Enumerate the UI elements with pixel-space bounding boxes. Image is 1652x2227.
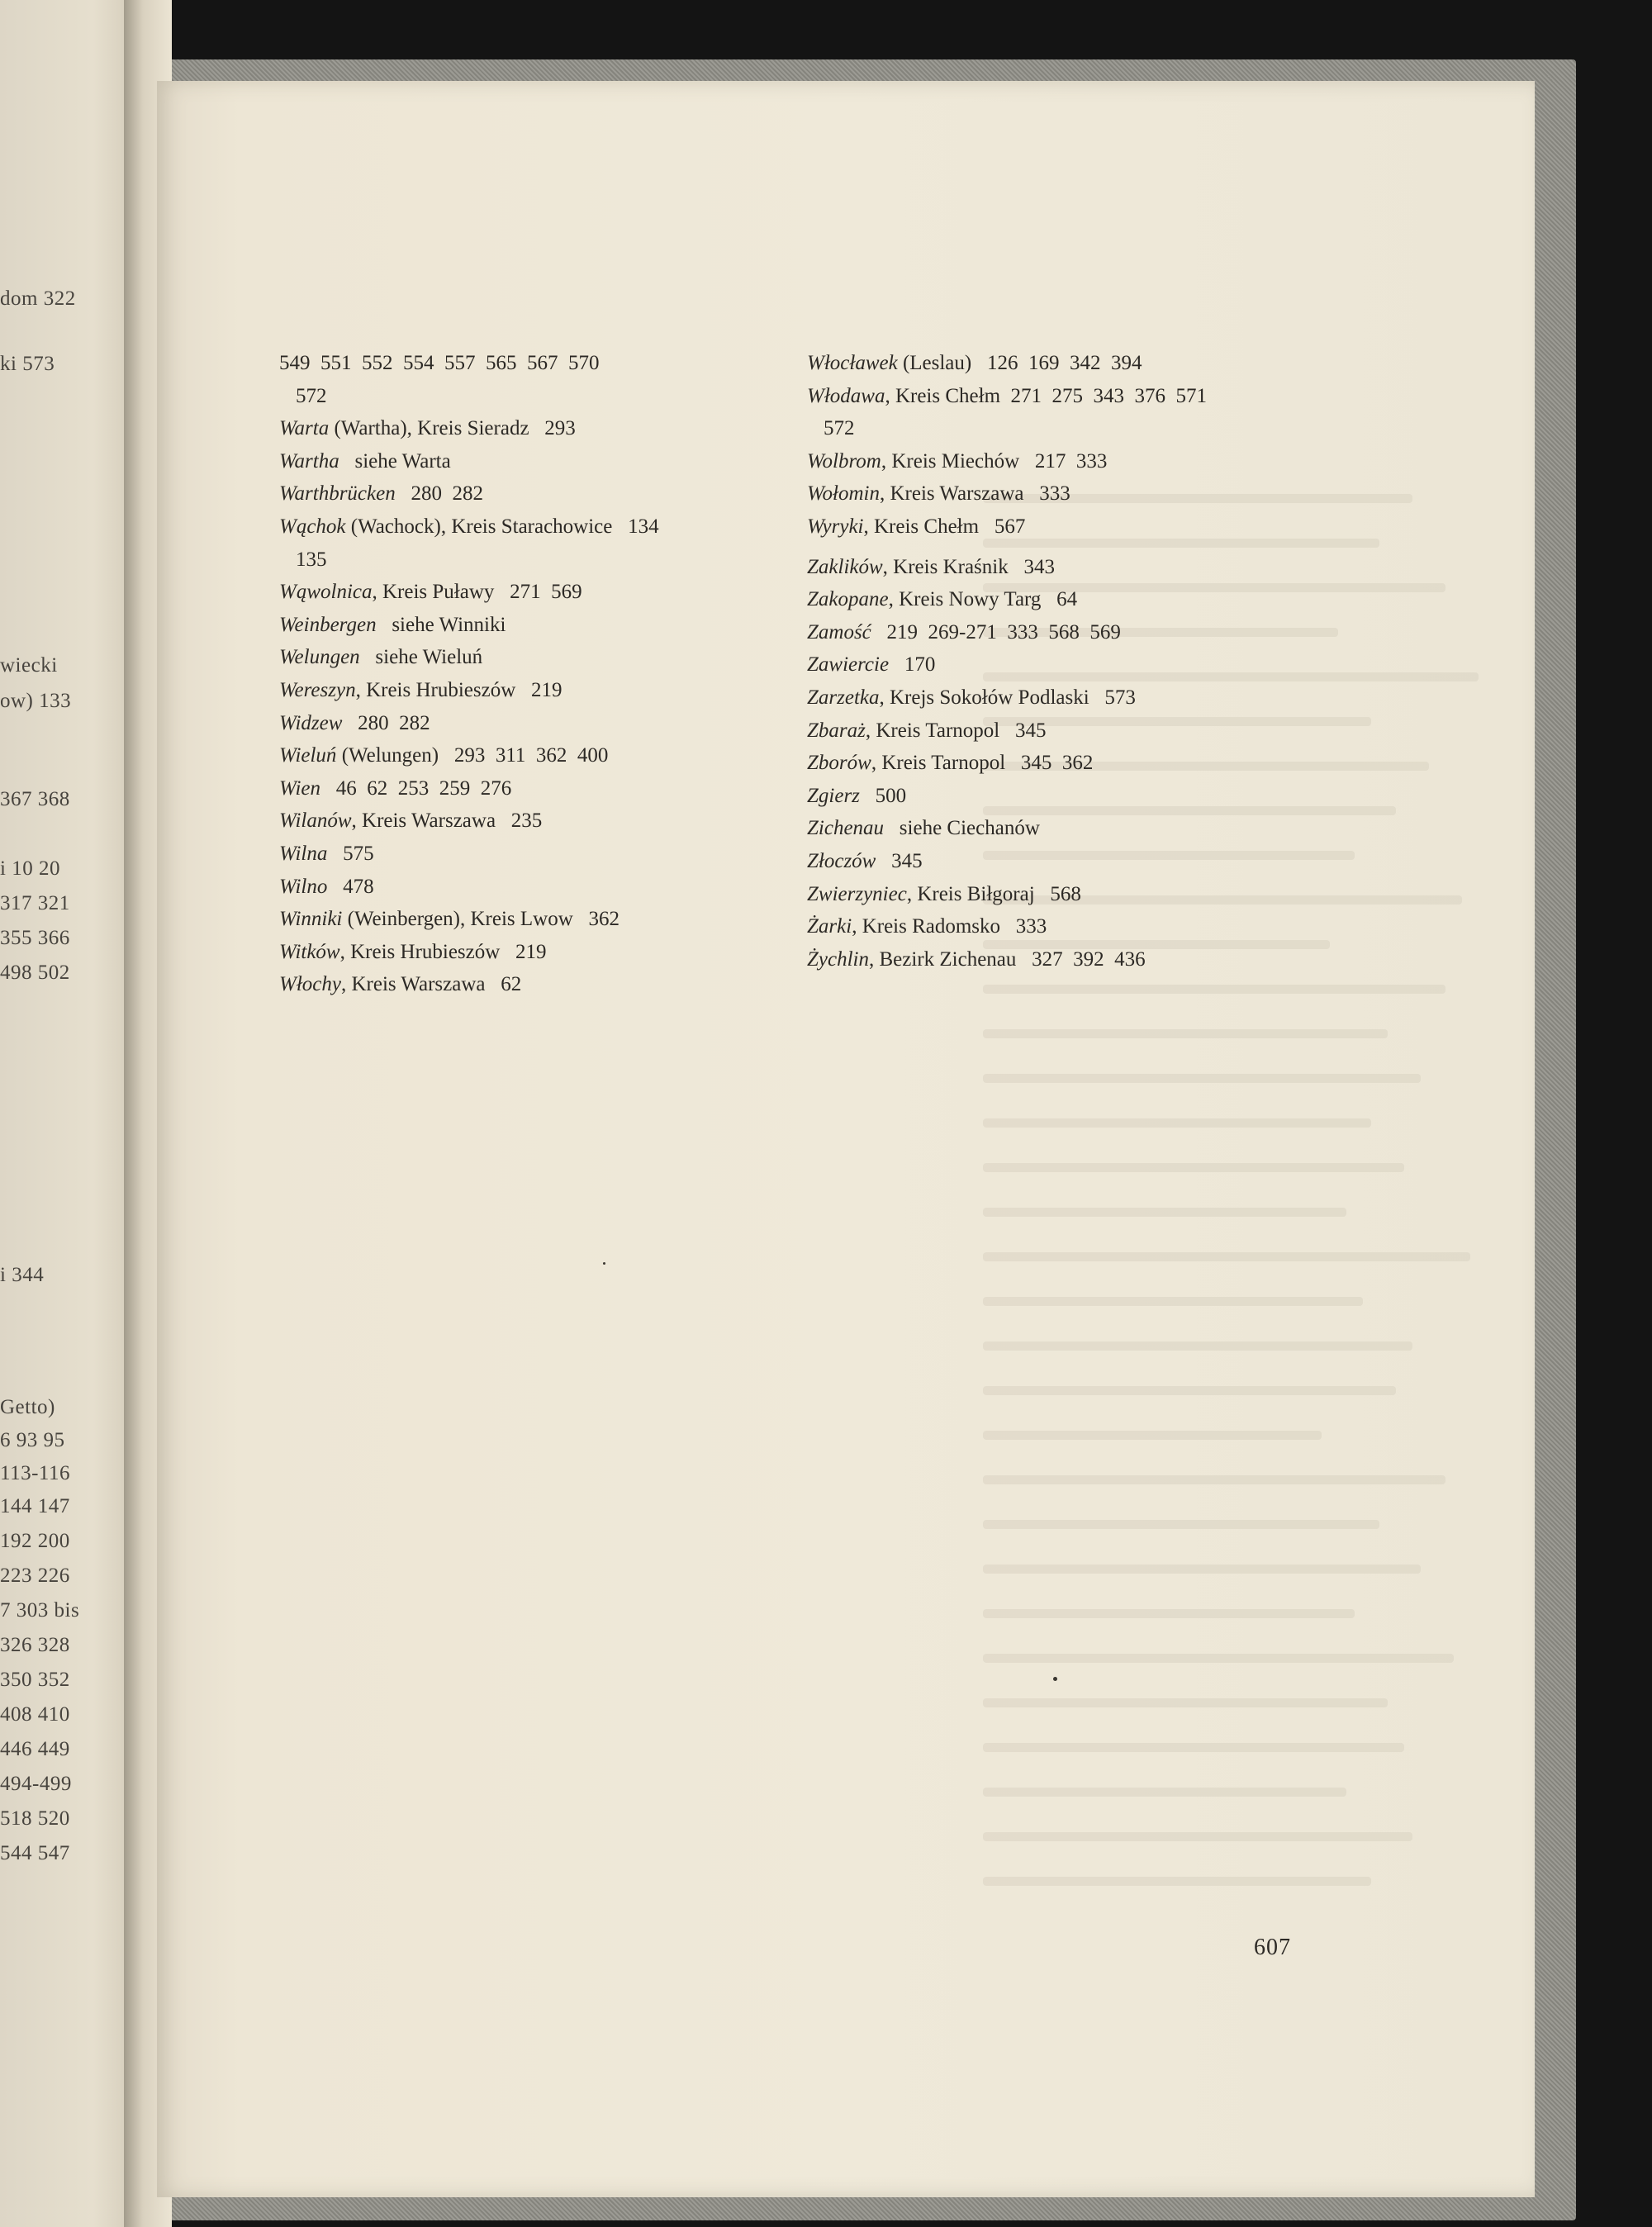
- show-through-line: [983, 1029, 1388, 1038]
- entry-detail: 549 551 552 554 557 565 567 570: [279, 352, 600, 374]
- index-entry: [279, 477, 775, 510]
- index-entry: [279, 903, 775, 936]
- margin-fragment: ki 573: [0, 353, 55, 375]
- index-entry: [279, 347, 775, 380]
- entry-detail: (Wartha), Kreis Sieradz 293: [329, 417, 576, 440]
- entry-detail: , Kreis Warszawa 62: [340, 973, 522, 996]
- place-name: Zgierz: [807, 784, 860, 807]
- entry-detail: 572: [824, 417, 855, 440]
- index-entry: [807, 445, 1303, 478]
- paper-speck: [603, 1262, 605, 1265]
- place-name: Włocławek: [807, 352, 898, 374]
- place-name: Żarki: [807, 915, 852, 938]
- page-number: 607: [1254, 1935, 1291, 1960]
- place-name: Wołomin: [807, 482, 880, 506]
- place-name: Widzew: [279, 711, 343, 734]
- margin-fragment: 518 520: [0, 1807, 70, 1830]
- place-name: Winniki: [279, 908, 343, 931]
- place-name: Zawiercie: [807, 653, 890, 677]
- entry-detail: , Kreis Warszawa 333: [879, 482, 1070, 506]
- show-through-line: [983, 1118, 1371, 1128]
- entry-detail: 135: [296, 548, 327, 571]
- place-name: Włochy: [279, 973, 341, 996]
- entry-detail: (Weinbergen), Kreis Lwow 362: [342, 908, 620, 931]
- margin-fragment: 350 352: [0, 1669, 70, 1691]
- show-through-line: [983, 1297, 1363, 1306]
- entry-detail: 500: [859, 784, 907, 807]
- place-name: Złoczów: [807, 849, 876, 872]
- margin-fragment: 113-116: [0, 1462, 70, 1484]
- show-through-line: [983, 1341, 1412, 1351]
- margin-fragment: 317 321: [0, 892, 70, 914]
- index-entry: [807, 681, 1303, 715]
- entry-detail: 575: [327, 842, 374, 865]
- show-through-line: [983, 1431, 1322, 1440]
- place-name: Wereszyn: [279, 678, 356, 701]
- index-entry: [279, 739, 775, 772]
- entry-detail: , Kreis Tarnopol 345: [865, 719, 1047, 742]
- index-entry: [807, 616, 1303, 649]
- entry-detail: 46 62 253 259 276: [320, 776, 512, 800]
- index-entry: [279, 772, 775, 805]
- show-through-line: [983, 1074, 1421, 1083]
- index-entry: [807, 715, 1303, 748]
- show-through-line: [983, 1788, 1346, 1797]
- index-entry: [807, 812, 1303, 845]
- index-entry: [807, 477, 1303, 510]
- index-entry: [807, 380, 1303, 413]
- place-name: Warthbrücken: [279, 482, 396, 506]
- index-entry: [279, 838, 775, 871]
- entry-detail: 345: [876, 849, 923, 872]
- margin-fragment: wiecki: [0, 654, 58, 677]
- index-entry: [279, 641, 775, 674]
- entry-detail: , Kreis Miechów 217 333: [881, 449, 1108, 472]
- show-through-line: [983, 1654, 1454, 1663]
- index-entry: [807, 510, 1303, 544]
- index-entry: [279, 576, 775, 609]
- index-entry: [279, 510, 775, 544]
- show-through-line: [983, 1832, 1412, 1841]
- entry-detail: , Kreis Kraśnik 343: [882, 555, 1055, 578]
- margin-fragment: 446 449: [0, 1738, 70, 1760]
- place-name: Welungen: [279, 646, 360, 669]
- entry-detail: , Bezirk Zichenau 327 392 436: [869, 947, 1146, 971]
- entry-detail: 170: [889, 653, 936, 677]
- index-column-left: [279, 347, 775, 1001]
- place-name: Wien: [279, 776, 320, 800]
- index-entry: [279, 544, 775, 577]
- entry-detail: (Welungen) 293 311 362 400: [336, 744, 609, 767]
- show-through-line: [983, 1520, 1379, 1529]
- margin-fragment: 408 410: [0, 1703, 70, 1726]
- show-through-line: [983, 1208, 1346, 1217]
- entry-detail: siehe Winniki: [376, 613, 506, 636]
- margin-fragment: 326 328: [0, 1634, 70, 1656]
- show-through-line: [983, 985, 1446, 994]
- place-name: Weinbergen: [279, 613, 377, 636]
- place-name: Wąchok: [279, 515, 346, 538]
- entry-detail: , Kreis Hrubieszów 219: [355, 678, 563, 701]
- place-name: Wilno: [279, 875, 328, 898]
- place-name: Wolbrom: [807, 449, 881, 472]
- margin-fragment: ow) 133: [0, 690, 72, 712]
- margin-fragment: i 344: [0, 1264, 45, 1286]
- entry-detail: 478: [327, 875, 374, 898]
- place-name: Zwierzyniec: [807, 882, 907, 905]
- show-through-line: [983, 1743, 1404, 1752]
- margin-fragment: i 10 20: [0, 857, 60, 880]
- entry-detail: 280 282: [342, 711, 430, 734]
- show-through-line: [983, 1877, 1371, 1886]
- entry-detail: , Kreis Nowy Targ 64: [888, 588, 1078, 611]
- index-entry: [807, 943, 1303, 976]
- place-name: Wilna: [279, 842, 328, 865]
- entry-detail: , Krejs Sokołów Podlaski 573: [879, 686, 1136, 709]
- paper-speck: [1053, 1677, 1057, 1681]
- margin-fragment: 6 93 95: [0, 1429, 65, 1451]
- entry-detail: 280 282: [395, 482, 483, 506]
- place-name: Wieluń: [279, 744, 337, 767]
- show-through-line: [983, 1475, 1446, 1484]
- index-entry: [807, 910, 1303, 943]
- place-name: Wilanów: [279, 810, 352, 833]
- entry-detail: , Kreis Warszawa 235: [351, 810, 543, 833]
- index-entry: [279, 412, 775, 445]
- index-entry: [279, 609, 775, 642]
- index-entry: [279, 805, 775, 838]
- index-entry: [807, 412, 1303, 445]
- entry-detail: (Wachock), Kreis Starachowice 134: [345, 515, 659, 538]
- margin-fragment: dom 322: [0, 287, 76, 310]
- place-name: Zakopane: [807, 588, 889, 611]
- index-entry: [279, 707, 775, 740]
- place-name: Zbaraż: [807, 719, 866, 742]
- show-through-line: [983, 1565, 1421, 1574]
- index-entry: [807, 551, 1303, 584]
- entry-detail: , Kreis Chełm 271 275 343 376 571: [885, 384, 1208, 407]
- show-through-line: [983, 1252, 1470, 1261]
- index-entry: [279, 871, 775, 904]
- index-entry: [279, 968, 775, 1001]
- margin-fragment: 192 200: [0, 1530, 70, 1552]
- index-column-right: [807, 347, 1303, 976]
- margin-fragment: Getto): [0, 1396, 55, 1418]
- index-entry: [279, 674, 775, 707]
- entry-detail: siehe Ciechanów: [884, 817, 1040, 840]
- entry-detail: 572: [296, 384, 327, 407]
- index-page: [157, 81, 1535, 2197]
- entry-detail: siehe Wieluń: [359, 646, 483, 669]
- margin-fragment: 7 303 bis: [0, 1599, 80, 1622]
- show-through-line: [983, 1163, 1404, 1172]
- entry-detail: , Kreis Hrubieszów 219: [339, 940, 547, 963]
- margin-fragment: 494-499: [0, 1773, 72, 1795]
- entry-detail: , Kreis Chełm 567: [863, 515, 1026, 538]
- show-through-line: [983, 1609, 1355, 1618]
- entry-detail: (Leslau) 126 169 342 394: [897, 352, 1142, 374]
- margin-fragment: 498 502: [0, 962, 70, 984]
- place-name: Żychlin: [807, 947, 869, 971]
- place-name: Zborów: [807, 752, 871, 775]
- entry-detail: , Kreis Radomsko 333: [852, 915, 1047, 938]
- entry-detail: siehe Warta: [339, 449, 451, 472]
- index-entry: [807, 878, 1303, 911]
- place-name: Wyryki: [807, 515, 864, 538]
- index-entry: [807, 845, 1303, 878]
- index-entry: [807, 747, 1303, 780]
- margin-fragment: 367 368: [0, 788, 70, 810]
- place-name: Wąwolnica: [279, 581, 373, 604]
- place-name: Włodawa: [807, 384, 885, 407]
- place-name: Witków: [279, 940, 340, 963]
- entry-detail: 219 269-271 333 568 569: [871, 620, 1121, 643]
- place-name: Wartha: [279, 449, 339, 472]
- index-entry: [807, 583, 1303, 616]
- place-name: Zaklików: [807, 555, 883, 578]
- entry-detail: , Kreis Puławy 271 569: [372, 581, 582, 604]
- margin-fragment: 355 366: [0, 927, 70, 949]
- place-name: Zichenau: [807, 817, 885, 840]
- index-entry: [279, 936, 775, 969]
- index-entry: [807, 347, 1303, 380]
- show-through-line: [983, 1386, 1396, 1395]
- entry-detail: , Kreis Tarnopol 345 362: [871, 752, 1094, 775]
- show-through-line: [983, 1698, 1388, 1707]
- index-entry: [279, 445, 775, 478]
- index-entry: [807, 648, 1303, 681]
- margin-fragment: 544 547: [0, 1842, 70, 1864]
- place-name: Warta: [279, 417, 330, 440]
- place-name: Zamość: [807, 620, 871, 643]
- margin-fragment: 144 147: [0, 1495, 70, 1517]
- index-entry: [279, 380, 775, 413]
- entry-detail: , Kreis Biłgoraj 568: [906, 882, 1081, 905]
- place-name: Zarzetka: [807, 686, 880, 709]
- index-entry: [807, 780, 1303, 813]
- margin-fragment: 223 226: [0, 1565, 70, 1587]
